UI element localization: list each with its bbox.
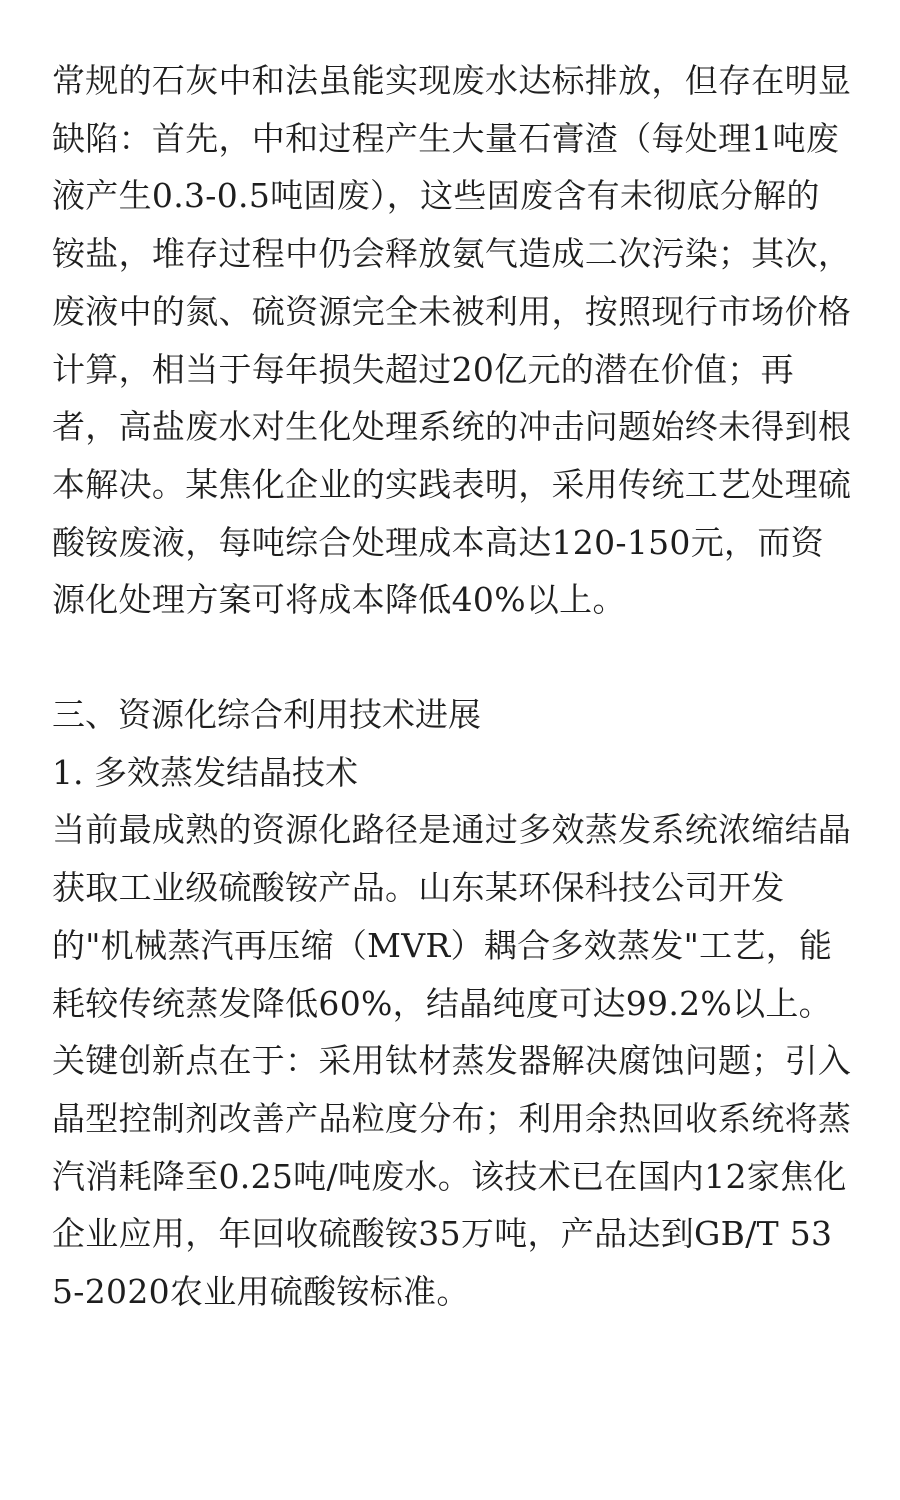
- paragraph-evaporation-technology: 当前最成熟的资源化路径是通过多效蒸发系统浓缩结晶获取工业级硫酸铵产品。山东某环保科技公司开发的"机械蒸汽再压缩（MVR）耦合多效蒸发"工艺，能耗较传统蒸发降低60%，结晶纯度可达99.2%以上。关键创新点在于：采用钛材蒸发器解决腐蚀问题；引入晶型控制剂改善产品粒度分布；利用余热回收系统将蒸汽消耗降至0.25吨/吨废水。该技术已在国内12家焦化企业应用，年回收硫酸铵35万吨，产品达到GB/T 535-2020农业用硫酸铵标准。: [52, 810, 852, 1312]
- subsection-heading: 1. 多效蒸发结晶技术: [52, 752, 358, 792]
- section-heading: 三、资源化综合利用技术进展: [52, 695, 481, 735]
- paragraph-spacer: [52, 629, 852, 686]
- paragraph-lime-neutralization: 常规的石灰中和法虽能实现废水达标排放，但存在明显缺陷：首先，中和过程产生大量石膏渣（每处理1吨废液产生0.3-0.5吨固废），这些固废含有未彻底分解的铵盐，堆存过程中仍会释放氨气造成二次污染；其次，废液中的氮、硫资源完全未被利用，按照现行市场价格计算，相当于每年损失超过20亿元的潜在价值；再者，高盐废水对生化处理系统的冲击问题始终未得到根本解决。某焦化企业的实践表明，采用传统工艺处理硫酸铵废液，每吨综合处理成本高达120-150元，而资源化处理方案可将成本降低40%以上。: [52, 61, 852, 620]
